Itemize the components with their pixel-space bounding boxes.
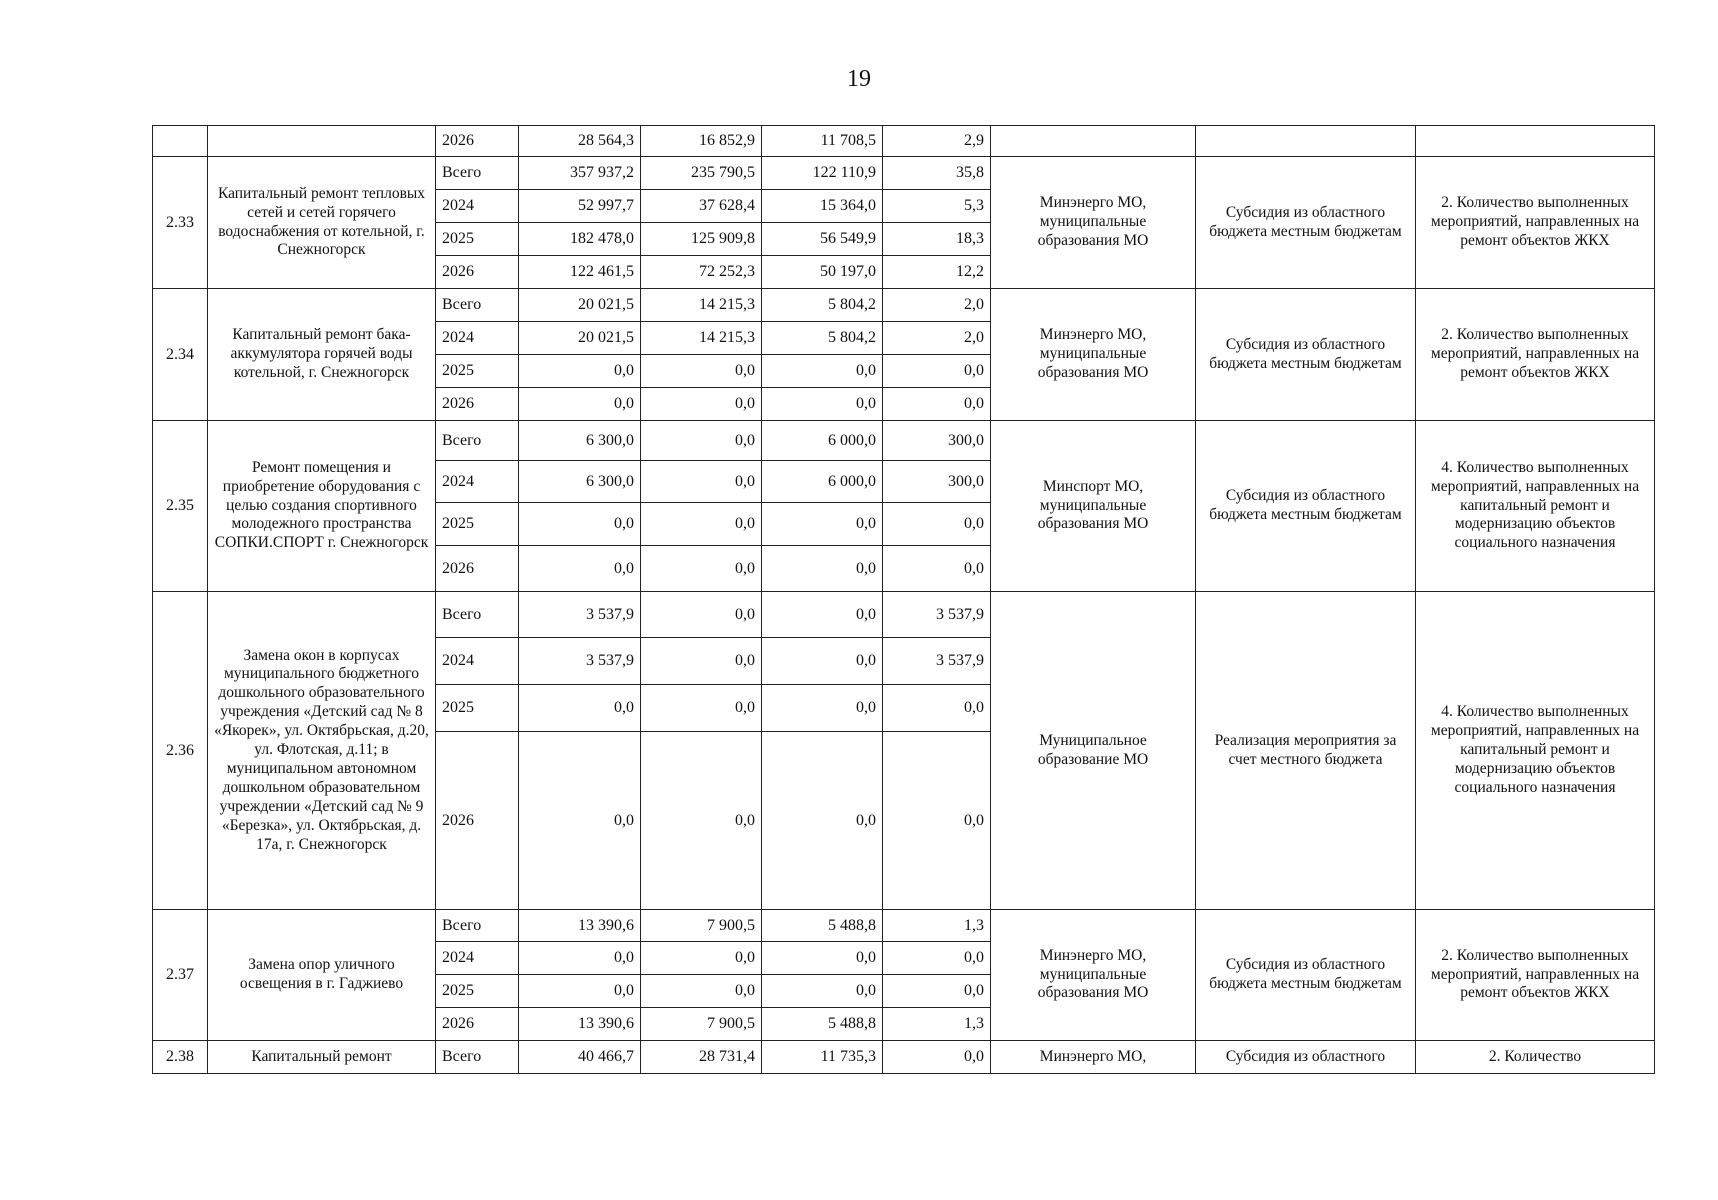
total-cell: 6 300,0 [519,421,641,461]
table-row [153,910,1655,942]
regional-cell: 0,0 [762,638,883,685]
year-cell: Всего [436,592,519,638]
regional-cell: 15 364,0 [762,190,883,223]
entry-name-cell [208,126,436,157]
federal-cell: 0,0 [641,732,762,910]
local-cell: 0,0 [883,546,991,592]
federal-cell: 72 252,3 [641,256,762,289]
source-cell: Субсидия из областного бюджета местным бюджетам [1196,157,1416,289]
indicator-cell: 2. Количество выполненных мероприятий, направленных на ремонт объектов ЖКХ [1416,910,1655,1041]
year-cell: 2025 [436,355,519,388]
total-cell: 0,0 [519,546,641,592]
federal-cell: 0,0 [641,592,762,638]
regional-cell: 0,0 [762,388,883,421]
entry-number: 2.38 [153,1041,208,1074]
regional-cell: 0,0 [762,503,883,546]
federal-cell: 125 909,8 [641,223,762,256]
local-cell: 3 537,9 [883,638,991,685]
indicator-cell: 4. Количество выполненных мероприятий, направленных на капитальный ремонт и модернизацию объектов социального назначения [1416,421,1655,592]
responsible-cell: Минэнерго МО, муниципальные образования МО [991,910,1196,1041]
year-cell: 2026 [436,126,519,157]
year-cell: 2026 [436,388,519,421]
local-cell: 2,0 [883,322,991,355]
regional-cell: 0,0 [762,546,883,592]
entry-name: Замена окон в корпусах муниципального бюджетного дошкольного образовательного учреждения «Детский сад № 8 «Якорек», ул. Октябрьская, д.20, ул. Флотская, д.11; в муниципальном автономном дошкольном образовательном учреждении «Детский сад № 9 «Березка», ул. Октябрьская, д. 17а, г. Снежногорск [208,592,436,910]
federal-cell: 37 628,4 [641,190,762,223]
regional-cell: 11 735,3 [762,1041,883,1074]
year-cell: 2024 [436,461,519,503]
regional-cell: 122 110,9 [762,157,883,190]
local-cell: 0,0 [883,732,991,910]
year-cell: Всего [436,289,519,322]
year-cell: 2024 [436,322,519,355]
year-cell: 2024 [436,638,519,685]
total-cell: 0,0 [519,355,641,388]
source-cell: Субсидия из областного бюджета местным бюджетам [1196,910,1416,1041]
local-cell: 1,3 [883,910,991,942]
source-cell [1196,126,1416,157]
year-cell: Всего [436,157,519,190]
regional-cell: 0,0 [762,355,883,388]
federal-cell: 0,0 [641,388,762,421]
federal-cell: 7 900,5 [641,910,762,942]
total-cell: 0,0 [519,942,641,975]
indicator-cell: 2. Количество [1416,1041,1655,1074]
total-cell: 357 937,2 [519,157,641,190]
local-cell: 2,0 [883,289,991,322]
local-cell: 18,3 [883,223,991,256]
regional-cell: 5 804,2 [762,322,883,355]
federal-cell: 235 790,5 [641,157,762,190]
total-cell: 0,0 [519,732,641,910]
local-cell: 0,0 [883,975,991,1008]
local-cell: 0,0 [883,1041,991,1074]
federal-cell: 28 731,4 [641,1041,762,1074]
year-cell: 2025 [436,223,519,256]
regional-cell: 0,0 [762,592,883,638]
entry-name: Капитальный ремонт [208,1041,436,1074]
budget-table [152,125,1655,1074]
year-cell: 2025 [436,975,519,1008]
table-row [153,592,1655,638]
regional-cell: 0,0 [762,975,883,1008]
federal-cell: 0,0 [641,546,762,592]
federal-cell: 16 852,9 [641,126,762,157]
total-cell: 3 537,9 [519,638,641,685]
year-cell: 2025 [436,503,519,546]
local-cell: 2,9 [883,126,991,157]
federal-cell: 0,0 [641,638,762,685]
entry-number: 2.34 [153,289,208,421]
entry-number-cell [153,126,208,157]
federal-cell: 14 215,3 [641,289,762,322]
responsible-cell [991,126,1196,157]
table-row [153,421,1655,461]
local-cell: 1,3 [883,1008,991,1041]
entry-number: 2.36 [153,592,208,910]
source-cell: Субсидия из областного [1196,1041,1416,1074]
local-cell: 300,0 [883,461,991,503]
year-cell: Всего [436,1041,519,1074]
total-cell: 0,0 [519,503,641,546]
total-cell: 3 537,9 [519,592,641,638]
federal-cell: 14 215,3 [641,322,762,355]
total-cell: 52 997,7 [519,190,641,223]
entry-number: 2.35 [153,421,208,592]
indicator-cell: 2. Количество выполненных мероприятий, направленных на ремонт объектов ЖКХ [1416,289,1655,421]
entry-name: Капитальный ремонт бака-аккумулятора горячей воды котельной, г. Снежногорск [208,289,436,421]
total-cell: 0,0 [519,975,641,1008]
regional-cell: 11 708,5 [762,126,883,157]
year-cell: Всего [436,910,519,942]
regional-cell: 50 197,0 [762,256,883,289]
entry-number: 2.37 [153,910,208,1041]
total-cell: 13 390,6 [519,1008,641,1041]
total-cell: 122 461,5 [519,256,641,289]
regional-cell: 0,0 [762,685,883,732]
local-cell: 0,0 [883,942,991,975]
regional-cell: 56 549,9 [762,223,883,256]
source-cell: Субсидия из областного бюджета местным бюджетам [1196,421,1416,592]
federal-cell: 0,0 [641,421,762,461]
year-cell: 2024 [436,190,519,223]
regional-cell: 6 000,0 [762,421,883,461]
total-cell: 28 564,3 [519,126,641,157]
total-cell: 0,0 [519,685,641,732]
local-cell: 5,3 [883,190,991,223]
regional-cell: 0,0 [762,732,883,910]
total-cell: 6 300,0 [519,461,641,503]
year-cell: 2026 [436,732,519,910]
total-cell: 20 021,5 [519,289,641,322]
source-cell: Субсидия из областного бюджета местным бюджетам [1196,289,1416,421]
responsible-cell: Минэнерго МО, муниципальные образования МО [991,289,1196,421]
regional-cell: 6 000,0 [762,461,883,503]
local-cell: 300,0 [883,421,991,461]
entry-name: Капитальный ремонт тепловых сетей и сетей горячего водоснабжения от котельной, г. Снежногорск [208,157,436,289]
responsible-cell: Минспорт МО, муниципальные образования МО [991,421,1196,592]
total-cell: 13 390,6 [519,910,641,942]
year-cell: 2025 [436,685,519,732]
regional-cell: 5 488,8 [762,1008,883,1041]
responsible-cell: Минэнерго МО, [991,1041,1196,1074]
local-cell: 0,0 [883,388,991,421]
total-cell: 0,0 [519,388,641,421]
local-cell: 12,2 [883,256,991,289]
page-number: 19 [847,66,871,92]
entry-name: Замена опор уличного освещения в г. Гаджиево [208,910,436,1041]
federal-cell: 7 900,5 [641,1008,762,1041]
year-cell: 2026 [436,1008,519,1041]
indicator-cell [1416,126,1655,157]
federal-cell: 0,0 [641,975,762,1008]
total-cell: 20 021,5 [519,322,641,355]
responsible-cell: Муниципальное образование МО [991,592,1196,910]
year-cell: 2026 [436,256,519,289]
federal-cell: 0,0 [641,355,762,388]
entry-name: Ремонт помещения и приобретение оборудования с целью создания спортивного молодежного пространства СОПКИ.СПОРТ г. Снежногорск [208,421,436,592]
local-cell: 0,0 [883,355,991,388]
total-cell: 182 478,0 [519,223,641,256]
indicator-cell: 4. Количество выполненных мероприятий, направленных на капитальный ремонт и модернизацию объектов социального назначения [1416,592,1655,910]
year-cell: Всего [436,421,519,461]
total-cell: 40 466,7 [519,1041,641,1074]
local-cell: 3 537,9 [883,592,991,638]
regional-cell: 5 804,2 [762,289,883,322]
indicator-cell: 2. Количество выполненных мероприятий, направленных на ремонт объектов ЖКХ [1416,157,1655,289]
local-cell: 0,0 [883,685,991,732]
federal-cell: 0,0 [641,685,762,732]
regional-cell: 0,0 [762,942,883,975]
year-cell: 2026 [436,546,519,592]
responsible-cell: Минэнерго МО, муниципальные образования МО [991,157,1196,289]
table-row [153,289,1655,322]
table-row [153,157,1655,190]
federal-cell: 0,0 [641,503,762,546]
local-cell: 0,0 [883,503,991,546]
table-row [153,126,1655,157]
local-cell: 35,8 [883,157,991,190]
table-row [153,1041,1655,1074]
federal-cell: 0,0 [641,461,762,503]
regional-cell: 5 488,8 [762,910,883,942]
source-cell: Реализация мероприятия за счет местного бюджета [1196,592,1416,910]
entry-number: 2.33 [153,157,208,289]
year-cell: 2024 [436,942,519,975]
federal-cell: 0,0 [641,942,762,975]
